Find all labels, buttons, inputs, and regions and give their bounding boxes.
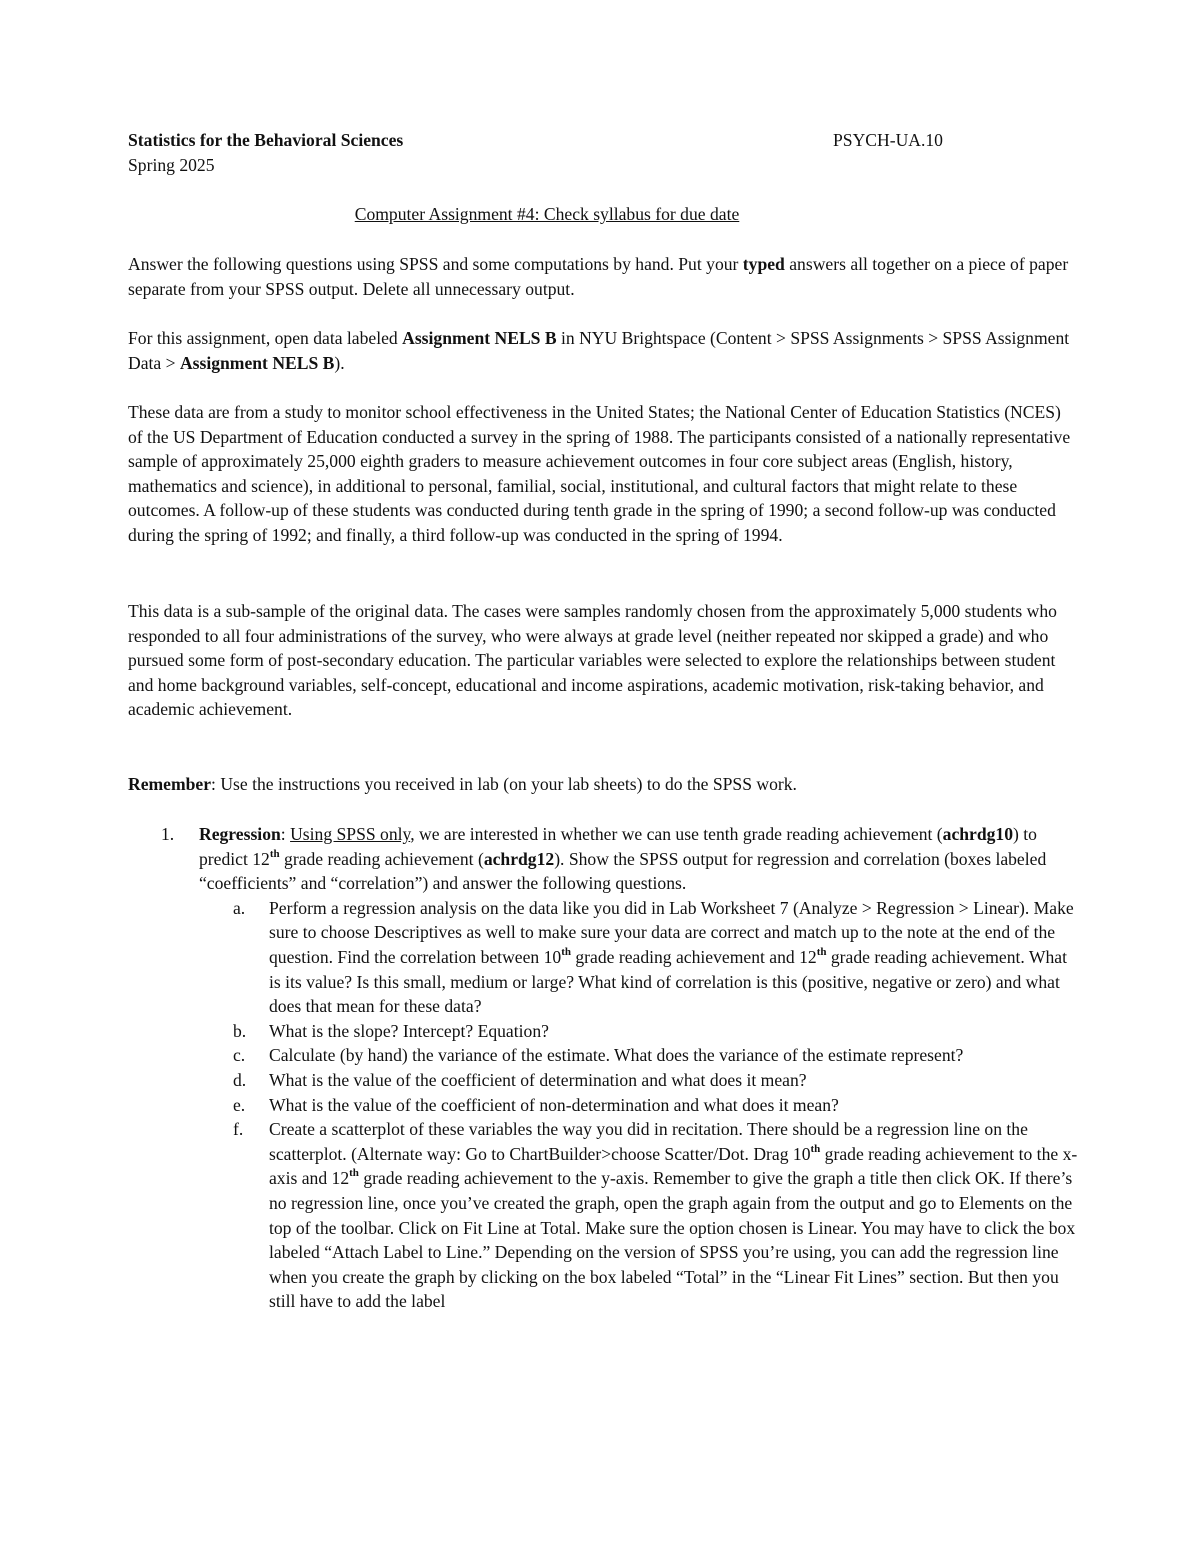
ordinal-suffix: th <box>561 946 571 959</box>
question-1-colon: : <box>280 824 291 844</box>
open-data-paragraph <box>128 326 1078 375</box>
item-letter: d. <box>233 1069 247 1090</box>
item-f-text-2: grade reading achievement to the x-axis and 12 <box>269 1143 1078 1189</box>
intro-text-1: Answer the following questions using SPSS and some computations by hand. Put your <box>128 254 743 274</box>
list-item <box>199 1117 1078 1314</box>
item-letter: b. <box>233 1020 247 1041</box>
list-item <box>199 1043 1078 1068</box>
intro-bold-typed: typed <box>742 254 785 274</box>
item-b-text: What is the slope? Intercept? Equation? <box>269 1020 549 1041</box>
intro-text-2: answers all together on a piece of paper separate from your SPSS output. Delete all unnecessary output. <box>128 254 1069 299</box>
assignment-title: Computer Assignment #4: Check syllabus for due date <box>354 204 740 224</box>
document-header <box>128 128 1078 153</box>
list-item <box>199 1019 1078 1044</box>
open-text-3: ). <box>334 352 345 373</box>
q1-text-4: ). Show the SPSS output for regression and correlation (boxes labeled “coefficients” and “correlation”) and answer the following questions. <box>199 848 1047 894</box>
ordinal-suffix: th <box>816 946 827 959</box>
term: Spring 2025 <box>128 155 215 175</box>
item-letter: c. <box>233 1045 246 1066</box>
nces-paragraph: These data are from a study to monitor school effectiveness in the United States; the National Center of Education Statistics (NCES) of the US Department of Education conducted a survey in the spring of 1988. The participants consisted of a nationally representative sample of approximately 25,000 eighth graders to measure achievement outcomes in four core subject areas (English, history, mathematics and science), in additional to personal, familial, social, institutional, and cultural factors that might relate to these outcomes. A follow-up of these students was conducted during tenth grade in the spring of 1990; a second follow-up was conducted during the spring of 1992; and finally, a third follow-up was conducted in the spring of 1994. <box>128 402 1071 545</box>
course-title: Statistics for the Behavioral Sciences <box>128 130 404 150</box>
variable-achrdg10: achrdg10 <box>942 824 1014 844</box>
open-text-1: For this assignment, open data labeled <box>128 328 403 348</box>
item-f-text-3: grade reading achievement to the y-axis. Remember to give the graph a title then click OK. If there’s no regression line, once you’ve created the graph, open the graph again from the output and go to Elements on the top of the toolbar. Click on Fit Line at Total. Make sure the option chosen is Linear. You may have to click the box labeled “Attach Label to Line.” Depending on the version of SPSS you’re using, you can add the regression line when you create the graph by clicking on the box labeled “Total” in the “Linear Fit Lines” section. But then you still have to add the label <box>269 1168 1076 1312</box>
remember-label: Remember <box>128 774 212 794</box>
item-letter: a. <box>233 897 246 918</box>
q1-text-3: grade reading achievement ( <box>279 848 484 869</box>
dataset-name: Assignment NELS B <box>402 328 557 348</box>
course-code: PSYCH-UA.10 <box>833 130 943 150</box>
subsample-paragraph: This data is a sub-sample of the original data. The cases were samples randomly chosen from the approximately 5,000 students who responded to all four administrations of the survey, who were always at grade level (neither repeated nor skipped a grade) and who pursued some form of post-secondary education. The particular variables were selected to explore the relationships between student and home background variables, self-concept, educational and income aspirations, academic motivation, risk-taking behavior, and academic achievement. <box>128 601 1057 720</box>
variable-achrdg12: achrdg12 <box>483 848 555 869</box>
open-text-2: in NYU Brightspace (Content > SPSS Assignments > SPSS Assignment Data > <box>128 328 1070 373</box>
question-number: 1. <box>161 824 175 844</box>
q1-text-1: , we are interested in whether we can use tenth grade reading achievement ( <box>410 824 943 844</box>
item-d-text: What is the value of the coefficient of determination and what does it mean? <box>269 1069 807 1090</box>
question-1-subitems <box>199 896 1078 1314</box>
item-a-text-3: grade reading achievement. What is its value? Is this small, medium or large? What kind of correlation is this (positive, negative or zero) and what does that mean for these data? <box>269 946 1067 1017</box>
item-f-text-1: Create a scatterplot of these variables the way you did in recitation. There should be a regression line on the scatterplot. (Alternate way: Go to ChartBuilder>choose Scatter/Dot. Drag 10 <box>269 1119 1028 1164</box>
intro-paragraph <box>128 252 1078 301</box>
ordinal-suffix: th <box>349 1167 359 1180</box>
item-a-text-1: Perform a regression analysis on the data like you did in Lab Worksheet 7 (Analyze > Regression > Linear). Make sure to choose Descriptives as well to make sure your data are correct and match up to the note at the end of the question. Find the correlation between 10 <box>269 897 1074 967</box>
remember-text: : Use the instructions you received in lab (on your lab sheets) to do the SPSS work. <box>211 774 797 794</box>
dataset-name-path: Assignment NELS B <box>179 352 335 373</box>
question-1-body <box>199 822 1078 1314</box>
list-item <box>199 1068 1078 1093</box>
q1-text-2: ) to predict 12 <box>199 824 1037 869</box>
list-item <box>199 896 1078 1019</box>
item-c-text: Calculate (by hand) the variance of the estimate. What does the variance of the estimate represent? <box>269 1045 964 1066</box>
spss-only-underline: Using SPSS only <box>290 824 411 844</box>
question-1-prompt <box>199 822 1078 896</box>
question-1-label: Regression <box>199 824 281 844</box>
list-item <box>199 1093 1078 1118</box>
item-a-text-2: grade reading achievement and 12 <box>570 946 817 967</box>
ordinal-suffix: th <box>810 1142 821 1155</box>
remember-paragraph <box>128 772 1078 797</box>
item-letter: e. <box>233 1094 246 1115</box>
item-letter: f. <box>233 1119 244 1140</box>
ordinal-suffix: th <box>269 847 280 860</box>
item-e-text: What is the value of the coefficient of non-determination and what does it mean? <box>269 1094 839 1115</box>
